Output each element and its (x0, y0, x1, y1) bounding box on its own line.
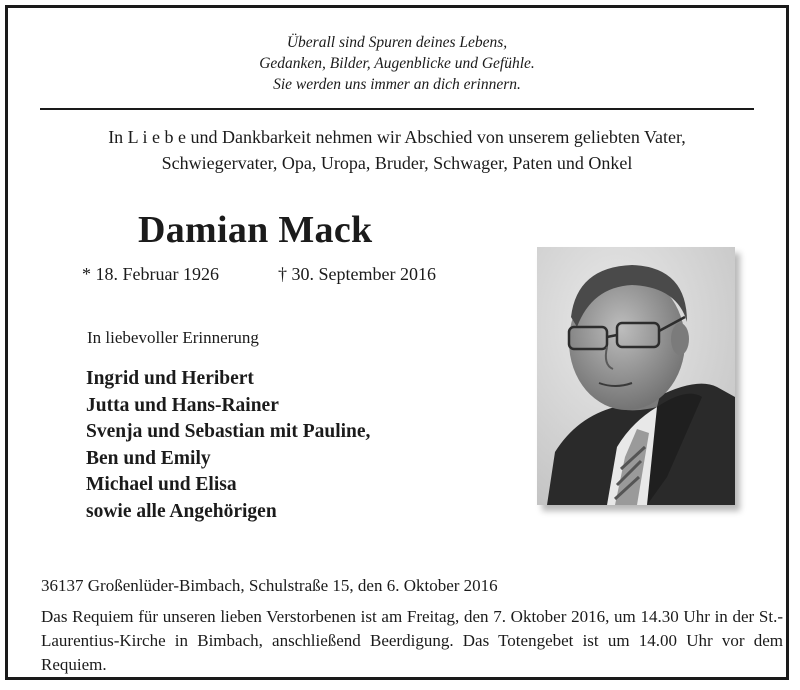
death-date: † 30. September 2016 (278, 264, 436, 284)
intro-line: Schwiegervater, Opa, Uropa, Bruder, Schwager, Paten und Onkel (161, 153, 633, 173)
mourner-line: Ben und Emily (86, 447, 211, 469)
obituary-frame (5, 5, 789, 680)
mourners-list (86, 366, 370, 525)
mourner-line: Ingrid und Heribert (86, 368, 254, 389)
motto-verse (8, 32, 786, 95)
motto-line: Überall sind Spuren deines Lebens, (286, 34, 508, 51)
birth-date: * 18. Februar 1926 (82, 264, 219, 284)
mourner-line: Svenja und Sebastian mit Pauline, (86, 421, 371, 442)
funeral-notice: Das Requiem für unseren lieben Verstorbenen ist am Freitag, den 7. Oktober 2016, um 14.30 Uhr in der St.-Laurentius-Kirche in Bimbach, anschließend Beerdigung. Das Totengebet ist um 14.00 Uhr vor dem Requiem. (41, 607, 783, 674)
motto-line: Sie werden uns immer an dich erinnern. (273, 76, 521, 93)
intro-text (8, 124, 786, 176)
divider-line (40, 108, 754, 110)
mourner-line: sowie alle Angehörigen (86, 500, 277, 522)
mourner-line: Jutta und Hans-Rainer (86, 394, 279, 416)
intro-line: In L i e b e und Dankbarkeit nehmen wir Abschied von unserem geliebten Vater, (108, 127, 686, 147)
address-line: 36137 Großenlüder-Bimbach, Schulstraße 15, den 6. Oktober 2016 (41, 576, 498, 595)
mourner-line: Michael und Elisa (86, 474, 237, 495)
memory-line: In liebevoller Erinnerung (87, 328, 259, 347)
portrait-photo (537, 247, 735, 505)
deceased-name: Damian Mack (138, 209, 373, 251)
motto-line: Gedanken, Bilder, Augenblicke und Gefühle. (259, 55, 535, 72)
